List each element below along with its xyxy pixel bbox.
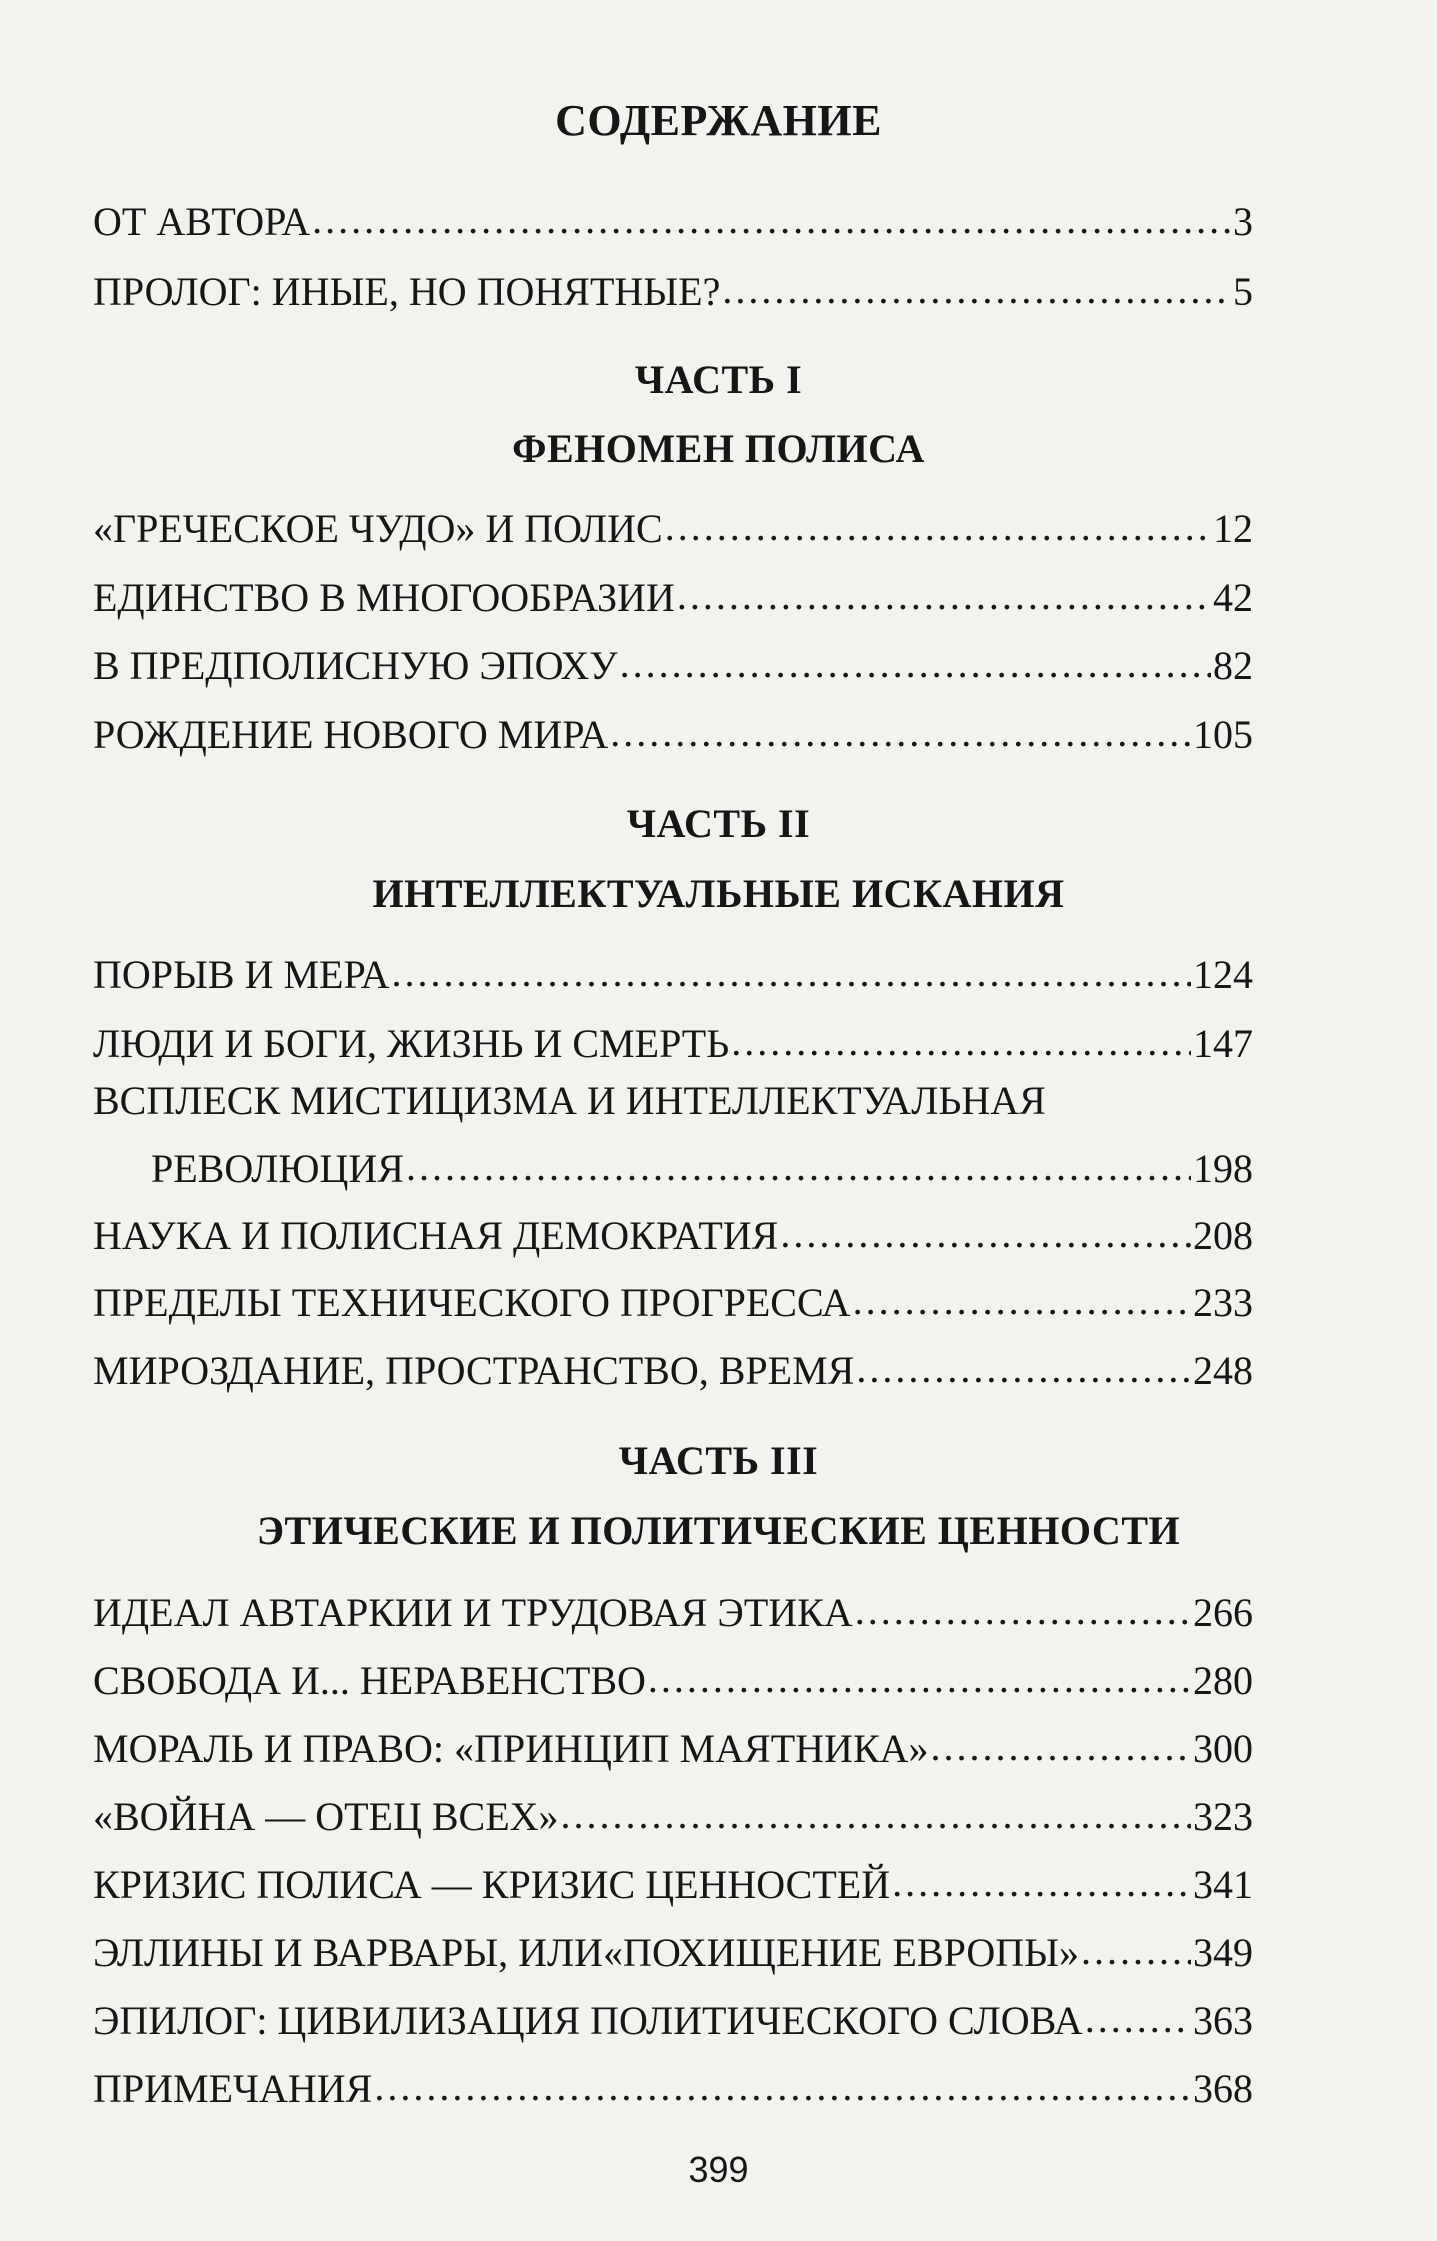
toc-entry [93, 1725, 1253, 1772]
part-label: ЧАСТЬ III [618, 1438, 819, 1483]
toc-entry-title: РОЖДЕНИЕ НОВОГО МИРА [93, 712, 609, 757]
toc-entry-page: 280 [1193, 1658, 1253, 1703]
toc-entry [93, 1020, 1253, 1067]
toc-entry [93, 574, 1253, 621]
leader-dots [561, 1791, 1191, 1838]
toc-entry-title: КРИЗИС ПОЛИСА — КРИЗИС ЦЕННОСТЕЙ [93, 1862, 891, 1907]
toc-entry-title: ОТ АВТОРА [93, 199, 311, 244]
toc-entry-page: 12 [1213, 506, 1253, 551]
part-title: ИНТЕЛЛЕКТУАЛЬНЫЕ ИСКАНИЯ [372, 871, 1065, 916]
leader-dots [1085, 1995, 1191, 2042]
toc-entry-page: 349 [1193, 1930, 1253, 1975]
leader-dots [665, 503, 1211, 550]
toc-entry [93, 2065, 1253, 2112]
leader-dots [374, 2063, 1191, 2110]
toc-entry-title: РЕВОЛЮЦИЯ [151, 1146, 404, 1191]
toc-entry [93, 1279, 1253, 1326]
toc-entry [93, 951, 1253, 998]
toc-entry [93, 1929, 1253, 1976]
part-title: ЭТИЧЕСКИЕ И ПОЛИТИЧЕСКИЕ ЦЕННОСТИ [256, 1508, 1181, 1553]
leader-dots [856, 1345, 1191, 1392]
leader-dots [931, 1723, 1191, 1770]
leader-dots [722, 266, 1231, 313]
toc-entry-page: 368 [1193, 2066, 1253, 2111]
toc-entry-page: 105 [1193, 712, 1253, 757]
toc-entry-page: 3 [1233, 199, 1253, 244]
toc-entry-title: ПРИМЕЧАНИЯ [93, 2066, 373, 2111]
toc-entry [93, 1793, 1253, 1840]
toc-entry-title: ЭПИЛОГ: ЦИВИЛИЗАЦИЯ ПОЛИТИЧЕСКОГО СЛОВА [93, 1998, 1083, 2043]
leader-dots [312, 196, 1231, 243]
leader-dots [855, 1587, 1191, 1634]
toc-entry-title: ПРОЛОГ: ИНЫЕ, НО ПОНЯТНЫЕ? [93, 269, 721, 314]
toc-entry-title: МОРАЛЬ И ПРАВО: «ПРИНЦИП МАЯТНИКА» [93, 1726, 929, 1771]
toc-entry [93, 1078, 1253, 1192]
toc-entry-page: 124 [1193, 952, 1253, 997]
toc-entry-page: 208 [1193, 1213, 1253, 1258]
toc-entry [93, 642, 1253, 689]
toc-entry [93, 1997, 1253, 2044]
toc-entry-title: НАУКА И ПОЛИСНАЯ ДЕМОКРАТИЯ [93, 1213, 779, 1258]
page-title: СОДЕРЖАНИЕ [555, 96, 882, 145]
toc-entry-title: «ГРЕЧЕСКОЕ ЧУДО» И ПОЛИС [93, 506, 663, 551]
toc-entry [93, 1589, 1253, 1636]
part-title: ФЕНОМЕН ПОЛИСА [512, 426, 925, 471]
toc-entry-page: 323 [1193, 1794, 1253, 1839]
toc-entry-page: 266 [1193, 1590, 1253, 1635]
leader-dots [780, 1210, 1191, 1257]
toc-entry [93, 711, 1253, 758]
toc-entry-title-line1: ВСПЛЕСК МИСТИЦИЗМА И ИНТЕЛЛЕКТУАЛЬНАЯ [93, 1078, 1046, 1123]
leader-dots [406, 1143, 1191, 1190]
toc-entry-title: ЭЛЛИНЫ И ВАРВАРЫ, ИЛИ«ПОХИЩЕНИЕ ЕВРОПЫ» [93, 1930, 1079, 1975]
leader-dots [892, 1859, 1191, 1906]
page-number: 399 [688, 2149, 749, 2190]
toc-entry-page: 82 [1213, 643, 1253, 688]
toc-entry-page: 198 [1193, 1146, 1253, 1191]
toc-entry-title: ЛЮДИ И БОГИ, ЖИЗНЬ И СМЕРТЬ [93, 1021, 730, 1066]
toc-entry-title: ПРЕДЕЛЫ ТЕХНИЧЕСКОГО ПРОГРЕССА [93, 1280, 851, 1325]
toc-entry-page: 42 [1213, 575, 1253, 620]
toc-entry-page: 300 [1193, 1726, 1253, 1771]
toc-entry-page: 233 [1193, 1280, 1253, 1325]
leader-dots [731, 1018, 1191, 1065]
toc-entry [93, 1861, 1253, 1908]
toc-entry-title: В ПРЕДПОЛИСНУЮ ЭПОХУ [93, 643, 618, 688]
toc-entry-page: 341 [1193, 1862, 1253, 1907]
leader-dots [648, 1655, 1191, 1702]
leader-dots [610, 709, 1191, 756]
toc-entry-title: МИРОЗДАНИЕ, ПРОСТРАНСТВО, ВРЕМЯ [93, 1348, 855, 1393]
toc-entry [93, 268, 1253, 315]
toc-entry [93, 1347, 1253, 1394]
toc-entry [93, 505, 1253, 552]
toc-entry-page: 147 [1193, 1021, 1253, 1066]
toc-entry-title: СВОБОДА И... НЕРАВЕНСТВО [93, 1658, 646, 1703]
toc-entry [93, 1212, 1253, 1259]
toc-entry-title: «ВОЙНА — ОТЕЦ ВСЕХ» [93, 1794, 559, 1839]
leader-dots [391, 949, 1191, 996]
leader-dots [620, 640, 1211, 687]
toc-entry-page: 363 [1193, 1998, 1253, 2043]
part-label: ЧАСТЬ II [626, 801, 811, 846]
leader-dots [1081, 1927, 1191, 1974]
toc-entry-page: 248 [1193, 1348, 1253, 1393]
toc-entry [93, 198, 1253, 245]
leader-dots [677, 572, 1211, 619]
toc-entry-title: ЕДИНСТВО В МНОГООБРАЗИИ [93, 575, 675, 620]
leader-dots [853, 1277, 1191, 1324]
part-label: ЧАСТЬ I [634, 357, 803, 402]
toc-entry-page: 5 [1233, 269, 1253, 314]
toc-entry-title: ПОРЫВ И МЕРА [93, 952, 390, 997]
toc-entry [93, 1657, 1253, 1704]
toc-entry-title: ИДЕАЛ АВТАРКИИ И ТРУДОВАЯ ЭТИКА [93, 1590, 853, 1635]
